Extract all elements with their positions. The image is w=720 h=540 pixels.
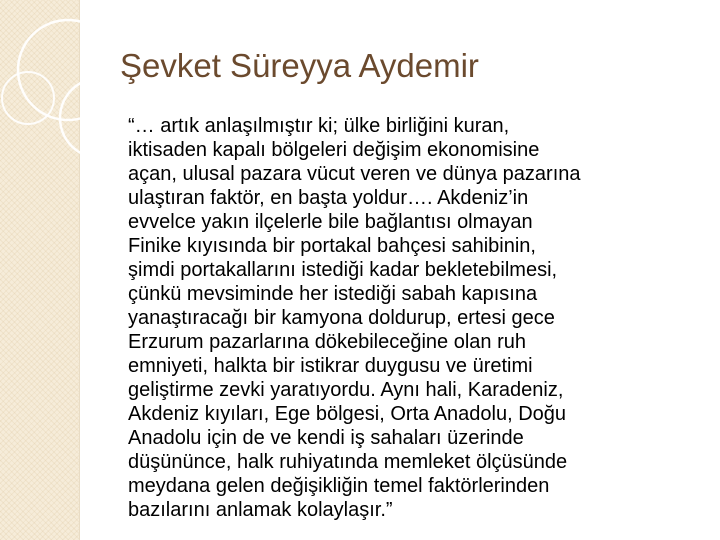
quote-line: şimdi portakallarını istediği kadar bekletebilmesi, [128, 259, 558, 281]
quote-line: emniyeti, halkta bir istikrar duygusu ve üretimi [128, 355, 533, 377]
slide-title: Şevket Süreyya Aydemir [120, 47, 479, 84]
quote-line: bazılarını anlamak kolaylaşır.” [128, 499, 393, 521]
quote-line: Anadolu için de ve kendi iş sahaları üzerinde [128, 427, 524, 449]
quote-line: “… artık anlaşılmıştır ki; ülke birliğini kuran, [128, 115, 510, 137]
quote-line: geliştirme zevki yaratıyordu. Aynı hali, Karadeniz, [128, 379, 564, 401]
quote-line: Finike kıyısında bir portakal bahçesi sahibinin, [128, 235, 536, 257]
quote-line: meydana gelen değişikliğin temel faktörlerinden [128, 475, 550, 497]
quote-line: çünkü mevsiminde her istediği sabah kapısına [128, 283, 538, 305]
quote-line: evvelce yakın ilçelerle bile bağlantısı olmayan [128, 211, 533, 233]
quote-line: iktisaden kapalı bölgeleri değişim ekonomisine [128, 139, 540, 161]
decorative-side-band [0, 0, 80, 540]
side-band-edge [79, 0, 80, 540]
quote-line: düşününce, halk ruhiyatında memleket ölçüsünde [128, 451, 568, 473]
quote-line: Erzurum pazarlarına dökebileceğine olan ruh [128, 331, 527, 353]
quote-line: ulaştıran faktör, en başta yoldur…. Akdeniz’in [128, 187, 529, 209]
quote-line: Akdeniz kıyıları, Ege bölgesi, Orta Anadolu, Doğu [128, 403, 567, 425]
quote-line: yanaştıracağı bir kamyona doldurup, ertesi gece [128, 307, 555, 329]
quote-line: açan, ulusal pazara vücut veren ve dünya pazarına [128, 163, 581, 185]
quote-body [128, 114, 708, 522]
